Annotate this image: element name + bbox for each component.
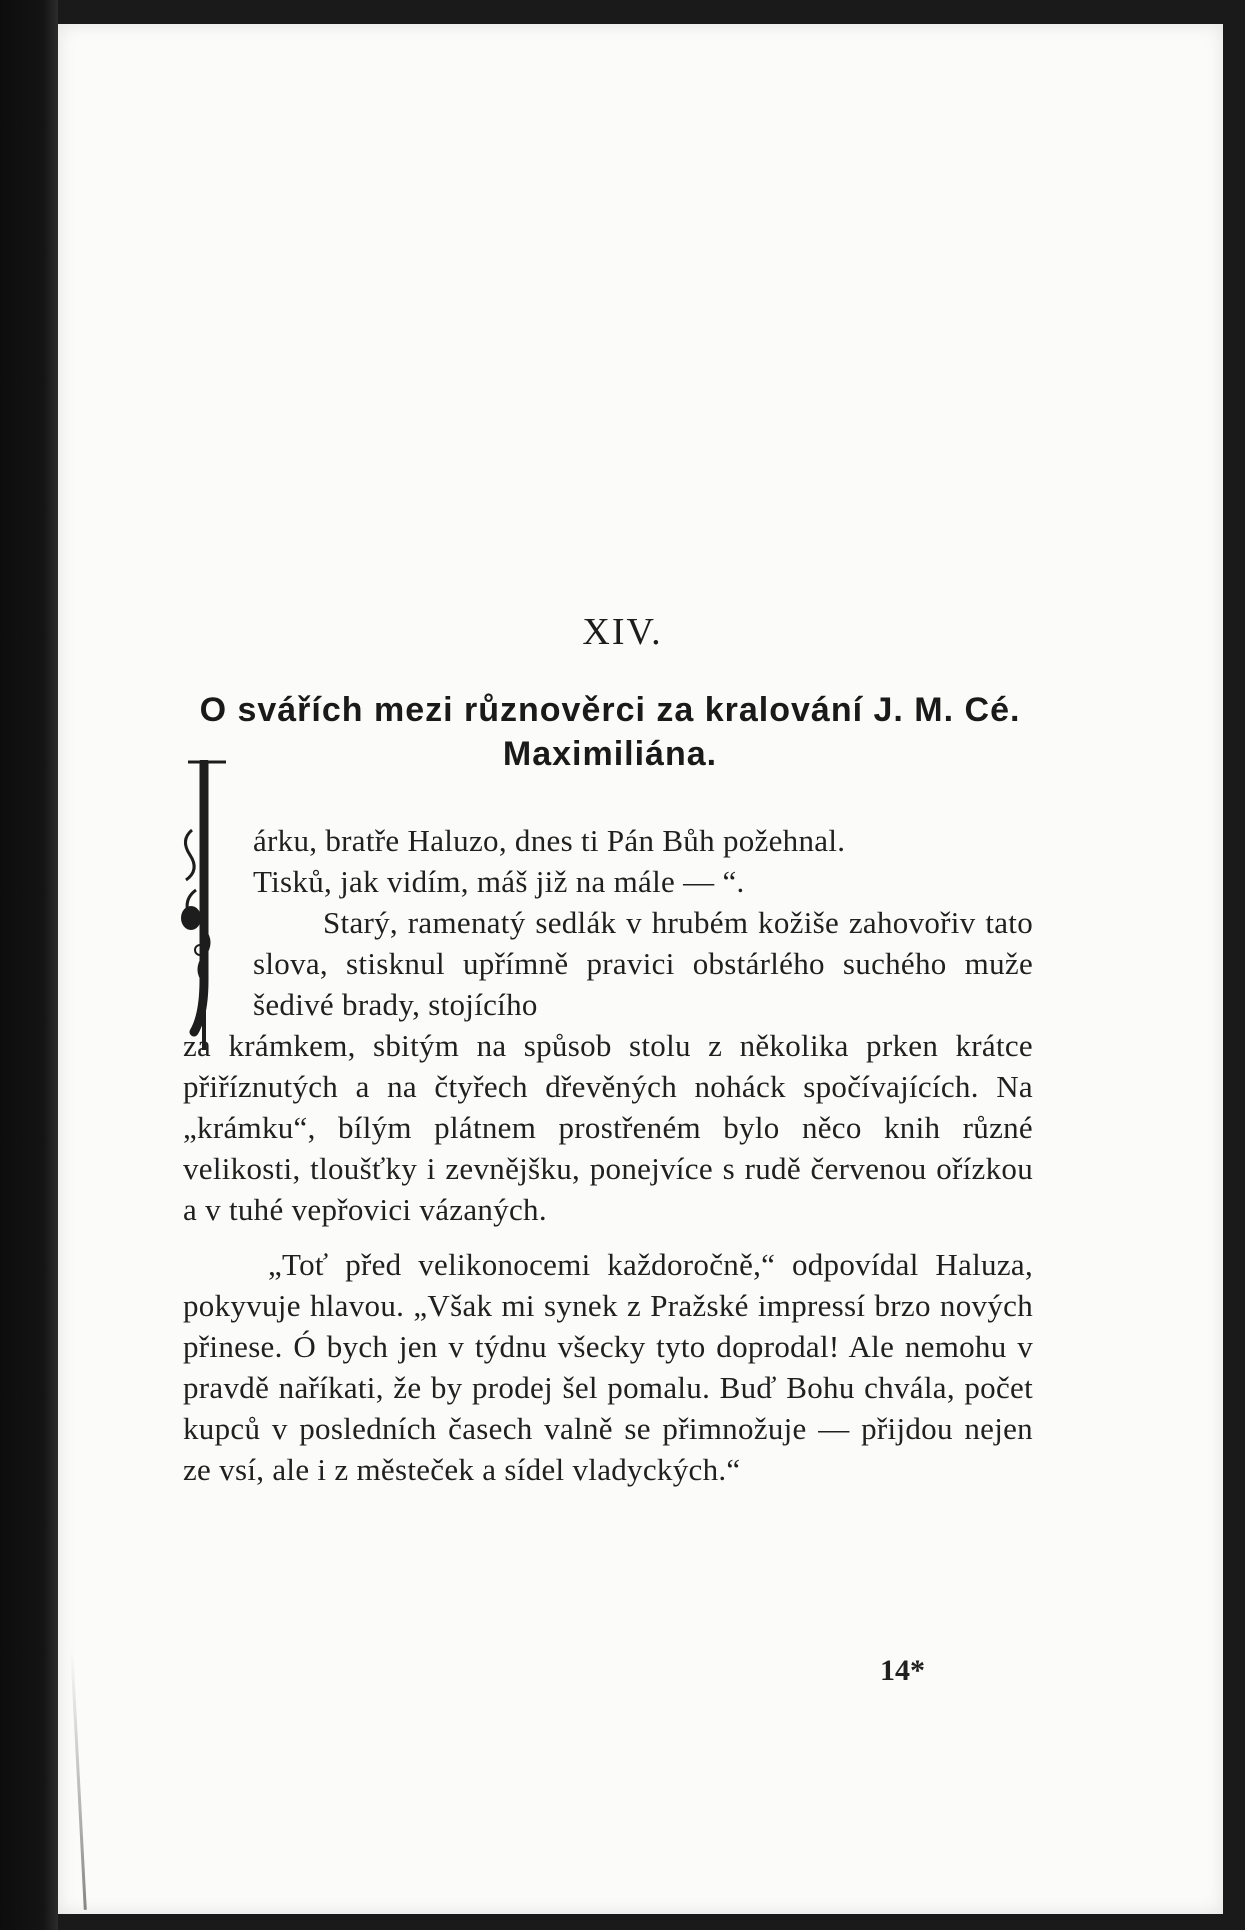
chapter-title: O svářích mezi různověrci za kralování J. M. Cé. Maximiliána. xyxy=(199,691,1021,773)
paragraph-3: „Toť před velikonocemi každoročně,“ odpovídal Haluza, pokyvuje hlavou. „Však mi synek z Pražské impressí brzo nových přinese. Ó bych jen v týdnu všecky tyto doprodal! Ale nemohu v pravdě naříkati, že by prodej šel pomalu. Buď Bohu chvála, počet kupců v posledních časech valně se přimnožuje — přijdou nejen ze vsí, ale i z městeček a sídel vladyckých.“ xyxy=(183,1247,1033,1487)
paragraph-1 xyxy=(183,820,1033,902)
paragraph-1-line-1: árku, bratře Haluzo, dnes ti Pán Bůh požehnal. xyxy=(253,823,846,858)
paragraph-1-line-2: Tisků, jak vidím, máš již na mále — “. xyxy=(253,864,745,899)
body-text xyxy=(183,820,1033,1490)
book-gutter-shadow xyxy=(0,0,58,1930)
paragraph-2-rest: za krámkem, sbitým na spůsob stolu z několika prken krátce přiříznutých a na čtyřech dřevěných noháck spočívajících. Na „krámku“, bílým plátnem prostřeném bylo něco knih různé velikosti, tloušťky i zevnějšku, ponejvíce s rudě červenou ořízkou a v tuhé vepřovici vázaných. xyxy=(183,1028,1033,1227)
paragraph-2-start: Starý, ramenatý sedlák v hrubém kožiše zahovořiv tato slova, stisknul upřímně pravici obstárlého suchého muže šedivé brady, stojícího xyxy=(253,905,1033,1022)
page-number: 14* xyxy=(880,1654,925,1687)
chapter-number: XIV. xyxy=(582,611,663,653)
